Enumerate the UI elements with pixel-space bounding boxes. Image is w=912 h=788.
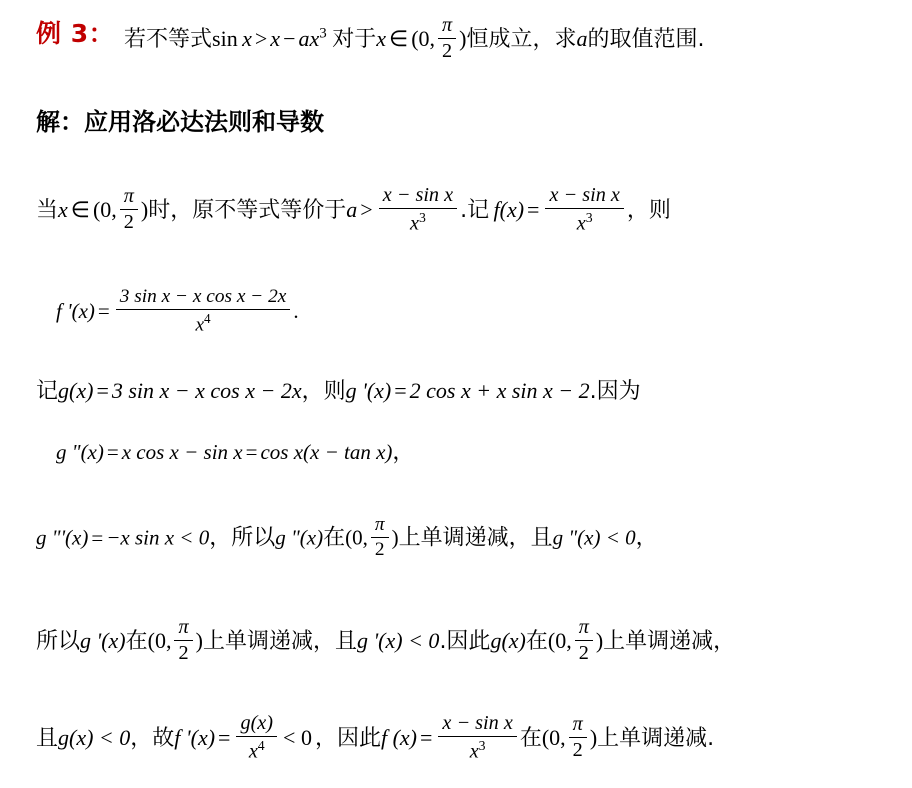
line1-frac2-den-x: x [576,212,586,235]
line1-note-label: .记 [460,198,490,224]
line5-rhs: −x sin x < 0 [106,525,210,550]
line1-frac1-denominator [379,209,457,236]
line7-frac1-denominator [236,737,277,764]
solution-line-5 [36,513,658,563]
line7-on-label: 在 [519,726,542,752]
solution-line-3 [36,380,641,403]
line5-comma: ， [635,525,658,551]
line6-on-label-2: 在 [525,628,548,654]
line7-pi-over-2 [569,713,587,763]
problem-var-x: x [242,25,252,51]
solution-line-1 [36,183,671,238]
line4-comma: ， [392,440,415,465]
problem-x-term: x [270,25,281,51]
line5-pi: π [371,514,389,538]
line1-equals-sign: = [527,197,540,223]
solution-line-4 [56,442,414,464]
line3-equals-sign-2: = [394,378,407,403]
line5-interval-open: (0, [345,525,368,550]
line1-x: x [58,197,68,223]
solution-line-7 [36,711,715,766]
line6-decreasing-label: 上单调递减，且 [202,628,357,654]
line7-less-than-zero: < 0 [283,725,312,751]
line4-rhs: x cos x − sin x [121,440,243,464]
interval-open: (0, [411,25,436,51]
line5-two: 2 [374,539,385,561]
line3-because-label: .因为 [589,379,641,404]
line7-pi: π [569,713,587,738]
line7-g-lt0: g(x) < 0 [58,725,131,751]
line6-g-prime: g '(x) [80,627,126,653]
line3-note-label: 记 [36,379,59,404]
line6-pi-over-2 [174,616,192,666]
line7-frac2-numerator: x − sin x [438,712,516,737]
line5-g-double-prime-lt0: g "(x) < 0 [552,525,636,550]
line5-decreasing-label: 上单调递减，且 [398,525,553,551]
line2-equals-sign: = [97,299,110,324]
solution-heading: 解：应用洛必达法则和导数 [36,108,324,136]
element-of-sign: ∈ [389,25,409,51]
line7-fraction-2 [438,712,516,764]
line1-when-label: 当 [36,198,59,224]
line1-equivalent-label: 时，原不等式等价于 [148,198,347,224]
line3-g-prime: g '(x) [345,378,392,403]
line6-interval-open: (0, [147,627,172,653]
line7-f: f (x) [380,725,417,751]
line6-decreasing-label-2: 上单调递减， [603,628,736,654]
two-denominator: 2 [442,40,453,63]
line2-period: . [293,299,299,324]
problem-a-term: a [298,25,310,51]
line3-equals-sign: = [96,378,109,403]
line1-a: a [346,197,358,223]
line6-pi-2: π [575,616,593,641]
line6-so-label: 所以 [36,628,81,654]
line1-frac2-numerator: x − sin x [545,184,623,209]
line3-then-label: ，则 [301,379,346,404]
problem-for-label: 对于 [332,26,377,52]
line7-interval-close: ) [589,725,598,751]
line1-fraction-2 [545,184,623,236]
line1-frac1-den-x: x [409,212,419,235]
line4-rhs2: cos x(x − tan x) [260,440,393,464]
problem-holds-label: 恒成立，求 [466,26,577,52]
line1-element-of-sign: ∈ [70,197,90,223]
problem-x2: x [309,25,320,51]
line1-pi: π [120,185,138,210]
line2-den-x: x [195,314,205,336]
solution-line-2 [56,285,299,339]
line7-f-prime: f '(x) [174,725,216,751]
line1-frac1-numerator: x − sin x [379,184,457,209]
line1-fraction-1 [379,184,457,236]
line2-f-prime: f '(x) [56,299,95,324]
line1-frac2-denominator [545,209,623,236]
line7-frac1-den-x: x [248,740,258,763]
problem-range-label: 的取值范围. [587,26,705,52]
problem-prefix: 若不等式 [124,26,213,52]
line7-frac1-numerator: g(x) [236,712,277,737]
line1-two: 2 [123,211,134,234]
line6-g: g(x) [490,627,526,653]
line5-interval-close: ) [391,525,399,550]
line1-frac2-den-exp: 3 [585,210,593,226]
line7-two: 2 [572,739,583,762]
problem-x3: x [376,25,387,51]
line5-on-label: 在 [323,525,346,551]
line1-greater-than-sign: > [360,197,373,223]
line3-rhs: 3 sin x − x cos x − 2x [111,378,302,403]
problem-a-var: a [576,25,588,51]
pi-over-2-fraction [438,14,456,64]
line7-equals-sign: = [218,725,231,751]
line1-then-label: ，则 [626,198,671,224]
problem-statement [124,13,705,66]
line6-hence-label: .因此 [439,628,491,654]
line5-so-label: ，所以 [209,525,276,551]
sin-operator: sin [212,25,238,51]
pi-numerator: π [438,14,456,39]
line3-rhs2: 2 cos x + x sin x − 2 [409,378,590,403]
solution-line-6 [36,615,736,668]
line6-two-2: 2 [578,642,589,665]
line6-g-prime-lt0: g '(x) < 0 [356,627,440,653]
line4-equals-sign: = [106,440,119,464]
interval-close: ) [459,25,467,51]
line7-frac2-denominator [438,737,516,764]
line6-interval-close: ) [195,627,203,653]
line5-pi-over-2 [371,514,389,561]
line5-g-double-prime: g "(x) [275,525,324,550]
line1-f: f [493,197,500,223]
line7-equals-sign-2: = [420,725,433,751]
example-label: 例 3： [36,19,115,48]
line5-g-triple-prime: g "'(x) [36,525,89,550]
line7-frac2-den-x: x [469,740,479,763]
line4-equals-sign-2: = [245,440,258,464]
line1-fx: (x) [499,197,525,223]
line3-g: g(x) [58,378,94,403]
line1-frac1-den-exp: 3 [418,210,426,226]
line2-numerator: 3 sin x − x cos x − 2x [116,286,291,310]
line1-interval-open: (0, [92,197,117,223]
line2-den-exp: 4 [204,311,211,327]
line6-interval-open-2: (0, [547,627,572,653]
line7-interval-open: (0, [541,725,566,751]
problem-exponent-3: 3 [319,25,327,42]
line7-and-label: 且 [36,726,59,752]
line7-so-label: ，故 [130,726,175,752]
line7-decreasing-label: 上单调递减. [597,726,715,752]
line1-interval-close: ) [140,197,149,223]
line5-equals-sign: = [91,525,104,550]
line6-interval-close-2: ) [595,627,604,653]
line7-hence-label: ，因此 [314,726,381,752]
line1-pi-over-2 [120,185,138,235]
line7-fraction-1 [236,712,277,764]
line6-two: 2 [178,642,189,665]
line7-frac2-den-exp: 3 [478,738,486,754]
minus-sign: − [283,25,296,51]
line6-pi-over-2-b [575,616,593,666]
greater-than-sign: > [254,25,268,51]
line2-denominator [116,310,291,337]
line7-frac1-den-exp: 4 [257,738,265,754]
line4-g-double-prime: g "(x) [56,440,104,464]
line2-fraction [116,286,291,337]
line6-on-label: 在 [125,628,148,654]
line6-pi: π [174,616,192,641]
